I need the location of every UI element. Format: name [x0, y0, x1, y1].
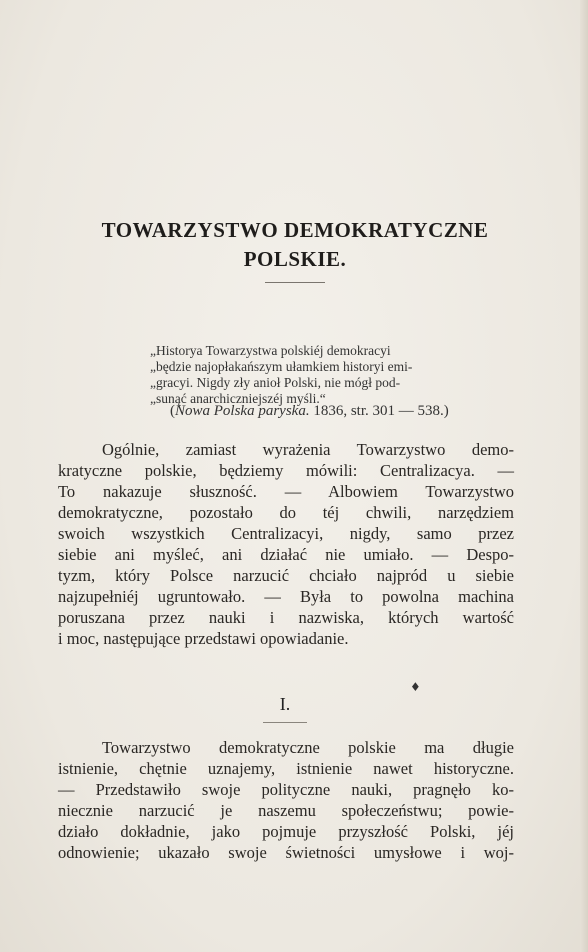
paragraph-line: Towarzystwo demokratyczne polskie ma długie	[102, 738, 514, 757]
chapter-title-line-1: TOWARZYSTWO DEMOKRATYCZNE	[101, 218, 489, 242]
ink-mark: ♦	[410, 680, 421, 694]
paragraph-line: demokratyczne, pozostało do téj chwili, narzędziem	[58, 503, 514, 522]
section-number: I.	[279, 694, 291, 714]
paragraph-line: kratyczne polskie, będziemy mówili: Centralizacya. —	[58, 461, 514, 480]
source-publication: Nowa Polska paryska.	[175, 403, 310, 419]
paragraph-line: odnowienie; ukazało swoje świetności umysłowe i woj-	[58, 843, 514, 862]
paragraph-line: Ogólnie, zamiast wyrażenia Towarzystwo demo-	[102, 440, 514, 459]
paragraph-line: działo dokładnie, jako pojmuje przyszłość Polski, jéj	[58, 822, 514, 841]
paragraph-line: najzupełniéj ugruntowało. — Była to powolna machina	[58, 587, 514, 606]
page-edge	[580, 0, 588, 952]
paragraph-line: swoich wszystkich Centralizacyi, nigdy, samo przez	[58, 524, 514, 543]
paragraph-line: i moc, następujące przedstawi opowiadanie.	[58, 629, 349, 648]
epigraph-line: „Historya Towarzystwa polskiéj demokracyi	[150, 343, 391, 358]
paragraph-line: — Przedstawiło swoje polityczne nauki, pragnęło ko-	[58, 780, 514, 799]
paragraph-line: poruszana przez nauki i nazwiska, których wartość	[58, 608, 514, 627]
title-divider	[265, 282, 325, 283]
epigraph-line: „będzie najopłakańszym ułamkiem historyi emi-	[150, 359, 413, 374]
source-citation: 1836, str. 301 — 538.	[309, 403, 444, 419]
paragraph-line: tyzm, który Polsce narzucić chciało najpród u siebie	[58, 566, 514, 585]
epigraph-line: „gracyi. Nigdy zły anioł Polski, nie mógł pod-	[150, 375, 401, 390]
epigraph-line: „sunąć anarchiczniejszéj myśli.“	[150, 391, 326, 406]
paragraph-line: niecznie narzucić je naszemu społeczeństwu; powie-	[58, 801, 514, 820]
paragraph-line: To nakazuje słuszność. — Albowiem Towarzystwo	[58, 482, 514, 501]
section-divider	[263, 722, 307, 723]
paragraph-line: siebie ani myśleć, ani działać nie umiało. — Despo-	[58, 545, 514, 564]
epigraph-source: (Nowa Polska paryska. 1836, str. 301 — 538.)	[170, 403, 449, 419]
paragraph-line: istnienie, chętnie uznajemy, istnienie nawet historyczne.	[58, 759, 514, 778]
chapter-title-line-2: POLSKIE.	[243, 247, 347, 271]
